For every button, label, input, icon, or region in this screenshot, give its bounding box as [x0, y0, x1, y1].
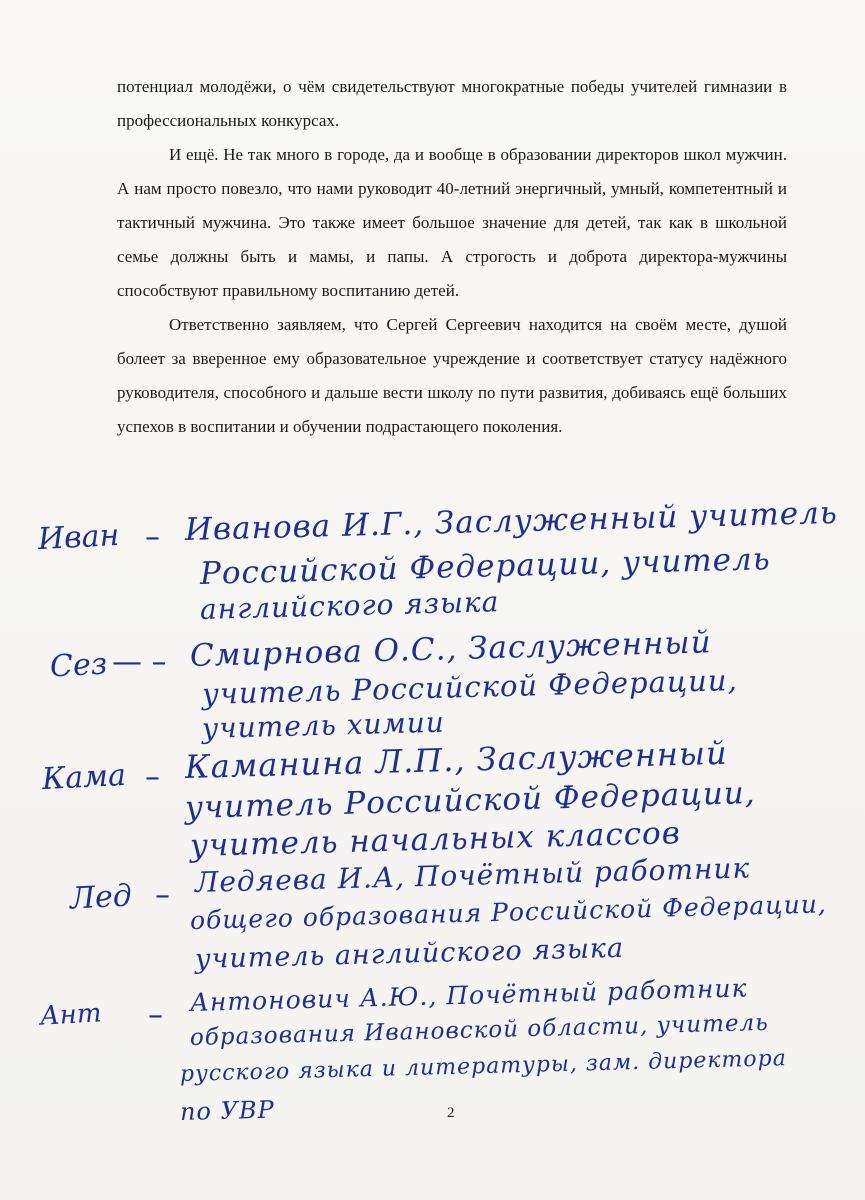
signatory-1-line-3: английского языка: [199, 585, 500, 626]
dash-4: –: [155, 878, 170, 913]
paragraph-1: потенциал молодёжи, о чём свидетельствуют многократные победы учителей гимназии в профессиональных конкурсах.: [117, 77, 787, 130]
signatory-2-line-3: учитель химии: [201, 705, 446, 745]
dash-5: –: [148, 998, 163, 1033]
typed-text-block: [117, 70, 787, 444]
signatory-5-line-4: по УВР: [179, 1095, 276, 1126]
signature-1: Иван: [37, 517, 121, 558]
dash-2: — –: [112, 645, 167, 680]
signature-3: Кама: [41, 757, 127, 798]
signatory-4-line-2: общего образования Российской Федерации,: [189, 889, 828, 935]
signatory-1-line-2: Российской Федерации, учитель: [199, 541, 772, 592]
signatory-4-line-3: учитель английского языка: [194, 932, 625, 975]
signatory-5-line-1: Антонович А.Ю., Почётный работник: [189, 973, 748, 1017]
signature-4: Лед: [69, 878, 133, 917]
signatory-2-line-1: Смирнова О.С., Заслуженный: [189, 624, 713, 674]
paragraph-2: И ещё. Не так много в городе, да и вообще в образовании директоров школ мужчин. А нам просто повезло, что нами руководит 40-летний энергичный, умный, компетентный и тактичный мужчина. Это также имеет большое значение для детей, так как в школьной семье должны быть и мамы, и папы. А строгость и доброта директора-мужчины способствуют правильному воспитанию детей.: [117, 145, 787, 300]
signatory-1-line-1: Иванова И.Г., Заслуженный учитель: [184, 494, 839, 548]
signatory-3-line-3: учитель начальных классов: [189, 815, 682, 864]
signatory-4-line-1: Ледяева И.А, Почётный работник: [194, 851, 751, 899]
signature-5: Ант: [39, 998, 103, 1032]
signatory-5-line-3: русского языка и литературы, зам. директора: [179, 1046, 788, 1087]
dash-3: –: [145, 760, 160, 795]
signatory-2-line-2: учитель Российской Федерации,: [201, 662, 739, 711]
signature-2: Сез: [49, 646, 108, 685]
signatory-3-line-2: учитель Российской Федерации,: [184, 775, 757, 826]
paragraph-3: Ответственно заявляем, что Сергей Сергеевич находится на своём месте, душой болеет за вверенное ему образовательное учреждение и соответствует статусу надёжного руководителя, способного и дальше вести школу по пути развития, добиваясь ещё больших успехов в воспитании и обучении подрастающего поколения.: [117, 315, 787, 436]
signatory-5-line-2: образования Ивановской области, учитель: [189, 1009, 770, 1051]
signatory-3-line-1: Каманина Л.П., Заслуженный: [184, 733, 729, 786]
dash-1: –: [145, 520, 160, 555]
page-number: 2: [447, 1105, 455, 1121]
